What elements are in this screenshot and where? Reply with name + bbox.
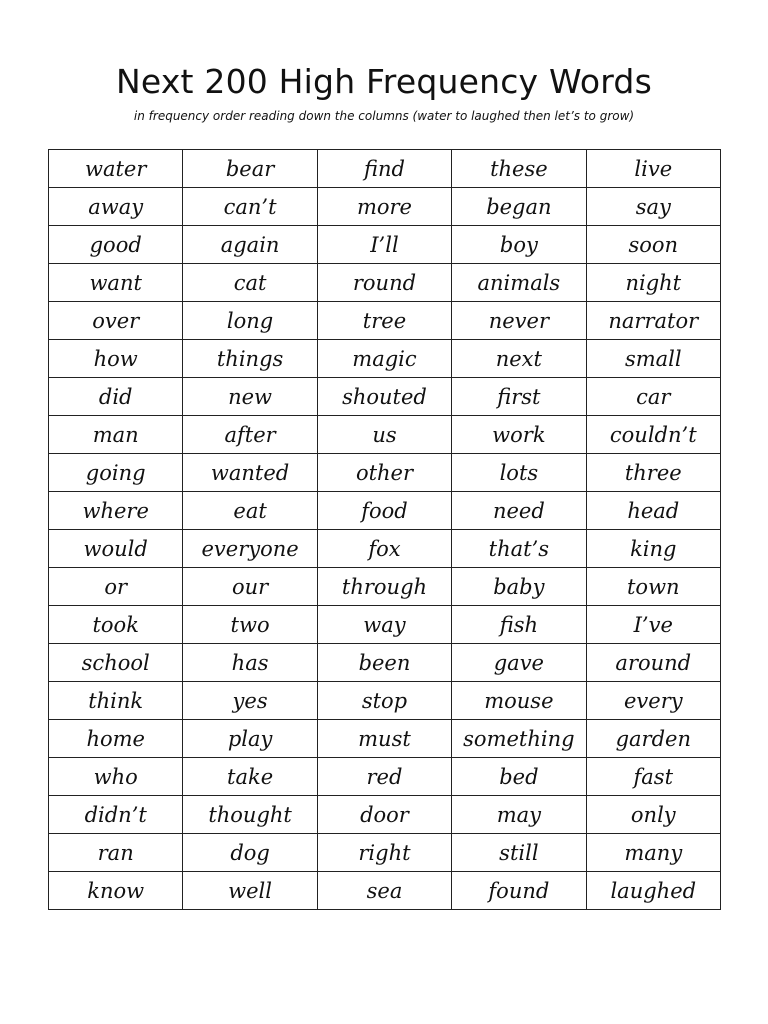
word-cell: animals <box>452 264 586 302</box>
table-row <box>49 568 721 606</box>
table-row <box>49 416 721 454</box>
word-cell: right <box>317 834 451 872</box>
table-row <box>49 834 721 872</box>
table-row <box>49 606 721 644</box>
word-cell: water <box>49 150 183 188</box>
table-row <box>49 188 721 226</box>
word-cell: live <box>586 150 720 188</box>
word-cell: yes <box>183 682 317 720</box>
word-cell: didn’t <box>49 796 183 834</box>
word-cell: I’ll <box>317 226 451 264</box>
word-cell: work <box>452 416 586 454</box>
word-cell: where <box>49 492 183 530</box>
word-cell: dog <box>183 834 317 872</box>
table-row <box>49 150 721 188</box>
word-cell: king <box>586 530 720 568</box>
word-cell: stop <box>317 682 451 720</box>
word-cell: thought <box>183 796 317 834</box>
word-cell: us <box>317 416 451 454</box>
word-cell: want <box>49 264 183 302</box>
word-cell: small <box>586 340 720 378</box>
word-cell: bear <box>183 150 317 188</box>
word-cell: more <box>317 188 451 226</box>
table-row <box>49 644 721 682</box>
word-cell: who <box>49 758 183 796</box>
word-cell: mouse <box>452 682 586 720</box>
word-cell: food <box>317 492 451 530</box>
word-cell: long <box>183 302 317 340</box>
word-cell: after <box>183 416 317 454</box>
word-cell: car <box>586 378 720 416</box>
word-cell: say <box>586 188 720 226</box>
word-cell: good <box>49 226 183 264</box>
word-cell: school <box>49 644 183 682</box>
word-table <box>48 149 721 910</box>
word-cell: fast <box>586 758 720 796</box>
word-cell: well <box>183 872 317 910</box>
table-row <box>49 302 721 340</box>
word-cell: head <box>586 492 720 530</box>
word-cell: again <box>183 226 317 264</box>
word-cell: over <box>49 302 183 340</box>
table-row <box>49 454 721 492</box>
table-row <box>49 758 721 796</box>
word-cell: two <box>183 606 317 644</box>
table-row <box>49 378 721 416</box>
word-cell: I’ve <box>586 606 720 644</box>
word-cell: or <box>49 568 183 606</box>
word-cell: new <box>183 378 317 416</box>
word-cell: baby <box>452 568 586 606</box>
word-cell: wanted <box>183 454 317 492</box>
word-cell: bed <box>452 758 586 796</box>
word-cell: cat <box>183 264 317 302</box>
word-cell: been <box>317 644 451 682</box>
word-cell: never <box>452 302 586 340</box>
word-cell: first <box>452 378 586 416</box>
word-cell: everyone <box>183 530 317 568</box>
word-cell: take <box>183 758 317 796</box>
table-row <box>49 530 721 568</box>
word-cell: tree <box>317 302 451 340</box>
word-cell: ran <box>49 834 183 872</box>
word-cell: sea <box>317 872 451 910</box>
word-cell: night <box>586 264 720 302</box>
word-cell: only <box>586 796 720 834</box>
word-cell: narrator <box>586 302 720 340</box>
word-cell: every <box>586 682 720 720</box>
word-cell: door <box>317 796 451 834</box>
word-cell: other <box>317 454 451 492</box>
word-cell: still <box>452 834 586 872</box>
word-cell: need <box>452 492 586 530</box>
word-cell: boy <box>452 226 586 264</box>
table-row <box>49 872 721 910</box>
word-cell: must <box>317 720 451 758</box>
word-cell: lots <box>452 454 586 492</box>
word-cell: that’s <box>452 530 586 568</box>
table-row <box>49 682 721 720</box>
word-cell: how <box>49 340 183 378</box>
word-cell: play <box>183 720 317 758</box>
word-cell: fox <box>317 530 451 568</box>
word-cell: things <box>183 340 317 378</box>
word-cell: red <box>317 758 451 796</box>
word-cell: fish <box>452 606 586 644</box>
word-cell: began <box>452 188 586 226</box>
word-cell: gave <box>452 644 586 682</box>
word-cell: our <box>183 568 317 606</box>
word-cell: something <box>452 720 586 758</box>
word-cell: round <box>317 264 451 302</box>
word-cell: next <box>452 340 586 378</box>
word-cell: many <box>586 834 720 872</box>
page-title: Next 200 High Frequency Words <box>116 62 652 101</box>
word-cell: found <box>452 872 586 910</box>
word-cell: know <box>49 872 183 910</box>
word-cell: did <box>49 378 183 416</box>
word-cell: shouted <box>317 378 451 416</box>
word-cell: soon <box>586 226 720 264</box>
word-cell: took <box>49 606 183 644</box>
word-cell: has <box>183 644 317 682</box>
word-cell: three <box>586 454 720 492</box>
table-row <box>49 796 721 834</box>
word-cell: would <box>49 530 183 568</box>
word-cell: through <box>317 568 451 606</box>
word-cell: away <box>49 188 183 226</box>
word-cell: eat <box>183 492 317 530</box>
word-cell: laughed <box>586 872 720 910</box>
word-table-body <box>49 150 721 910</box>
word-cell: couldn’t <box>586 416 720 454</box>
word-cell: think <box>49 682 183 720</box>
word-cell: garden <box>586 720 720 758</box>
word-cell: find <box>317 150 451 188</box>
word-cell: can’t <box>183 188 317 226</box>
word-cell: man <box>49 416 183 454</box>
table-row <box>49 264 721 302</box>
table-row <box>49 492 721 530</box>
table-row <box>49 720 721 758</box>
word-cell: going <box>49 454 183 492</box>
word-cell: may <box>452 796 586 834</box>
word-cell: these <box>452 150 586 188</box>
word-cell: around <box>586 644 720 682</box>
word-cell: home <box>49 720 183 758</box>
table-row <box>49 226 721 264</box>
table-row <box>49 340 721 378</box>
word-cell: town <box>586 568 720 606</box>
page-subtitle: in frequency order reading down the columns (water to laughed then let’s to grow) <box>133 109 635 123</box>
word-cell: magic <box>317 340 451 378</box>
word-cell: way <box>317 606 451 644</box>
